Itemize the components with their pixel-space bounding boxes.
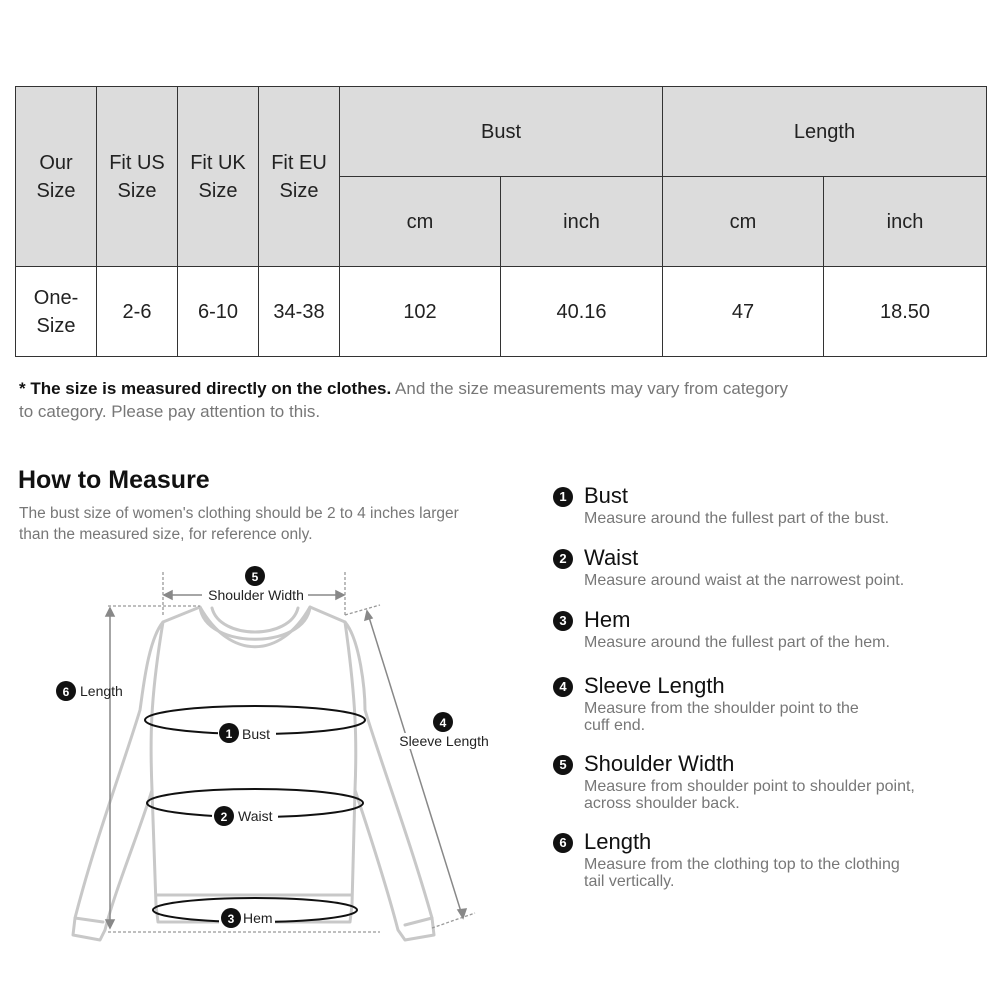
badge-num: 2 <box>220 810 228 824</box>
badge-bust: 1 <box>553 487 573 507</box>
definition-title: Waist <box>584 545 639 570</box>
header-fit-eu: Fit EU Size <box>259 87 340 267</box>
badge-shoulder-width: 5 <box>553 755 573 775</box>
header-bust-inch: inch <box>501 177 663 267</box>
definition-title: Length <box>584 829 652 854</box>
table-header-row <box>16 87 987 177</box>
cell-fit-us: 2-6 <box>97 267 178 357</box>
badge-num: 1 <box>225 727 233 741</box>
label-bust: Bust <box>242 726 271 742</box>
cell-fit-eu: 34-38 <box>259 267 340 357</box>
label-hem: Hem <box>243 910 273 926</box>
badge-num: 4 <box>439 716 447 730</box>
badge-num: 6 <box>62 685 70 699</box>
note-bold: * The size is measured directly on the clothes. <box>19 379 392 398</box>
badge-num: 5 <box>251 570 259 584</box>
label-sleeve-length: Sleeve Length <box>399 733 489 749</box>
definition-desc: Measure around the fullest part of the hem. <box>584 634 890 651</box>
how-to-measure-title: How to Measure <box>18 466 210 494</box>
size-chart-table <box>15 86 987 357</box>
header-length: Length <box>663 87 987 177</box>
header-our-size: Our Size <box>16 87 97 267</box>
how-to-measure-subtitle: The bust size of women's clothing should be 2 to 4 inches larger than the measured size, for reference only. <box>19 505 459 543</box>
header-fit-us: Fit US Size <box>97 87 178 267</box>
cell-fit-uk: 6-10 <box>178 267 259 357</box>
badge-sleeve-length: 4 <box>553 677 573 697</box>
measurement-note <box>19 377 799 423</box>
header-bust: Bust <box>340 87 663 177</box>
definition-desc: Measure around waist at the narrowest point. <box>584 572 905 589</box>
cell-our-size: One- Size <box>16 267 97 357</box>
header-fit-uk: Fit UK Size <box>178 87 259 267</box>
definition-title: Shoulder Width <box>584 751 735 776</box>
header-length-cm: cm <box>663 177 824 267</box>
badge-length: 6 <box>553 833 573 853</box>
note-text: And the size measurements may vary from category to category. Please pay attention to this. <box>19 379 789 421</box>
definition-desc: Measure from the shoulder point to the cuff end. <box>584 700 859 734</box>
badge-num: 3 <box>227 912 235 926</box>
sweater-outline <box>73 607 434 940</box>
definition-desc: Measure from the clothing top to the clothing tail vertically. <box>584 856 900 890</box>
label-length: Length <box>80 683 123 699</box>
cell-length-inch: 18.50 <box>824 267 987 357</box>
header-length-inch: inch <box>824 177 987 267</box>
sweater-diagram <box>50 560 510 950</box>
label-waist: Waist <box>238 808 273 824</box>
definition-title: Bust <box>584 483 629 508</box>
badge-waist: 2 <box>553 549 573 569</box>
definition-desc: Measure from shoulder point to shoulder point, across shoulder back. <box>584 778 915 812</box>
cell-bust-inch: 40.16 <box>501 267 663 357</box>
definition-title: Hem <box>584 607 631 632</box>
table-row <box>16 267 987 357</box>
header-bust-cm: cm <box>340 177 501 267</box>
label-shoulder-width: Shoulder Width <box>208 587 304 603</box>
definition-title: Sleeve Length <box>584 673 725 698</box>
cell-length-cm: 47 <box>663 267 824 357</box>
definition-desc: Measure around the fullest part of the bust. <box>584 510 890 527</box>
diagram-labels <box>56 566 491 928</box>
cell-bust-cm: 102 <box>340 267 501 357</box>
badge-hem: 3 <box>553 611 573 631</box>
